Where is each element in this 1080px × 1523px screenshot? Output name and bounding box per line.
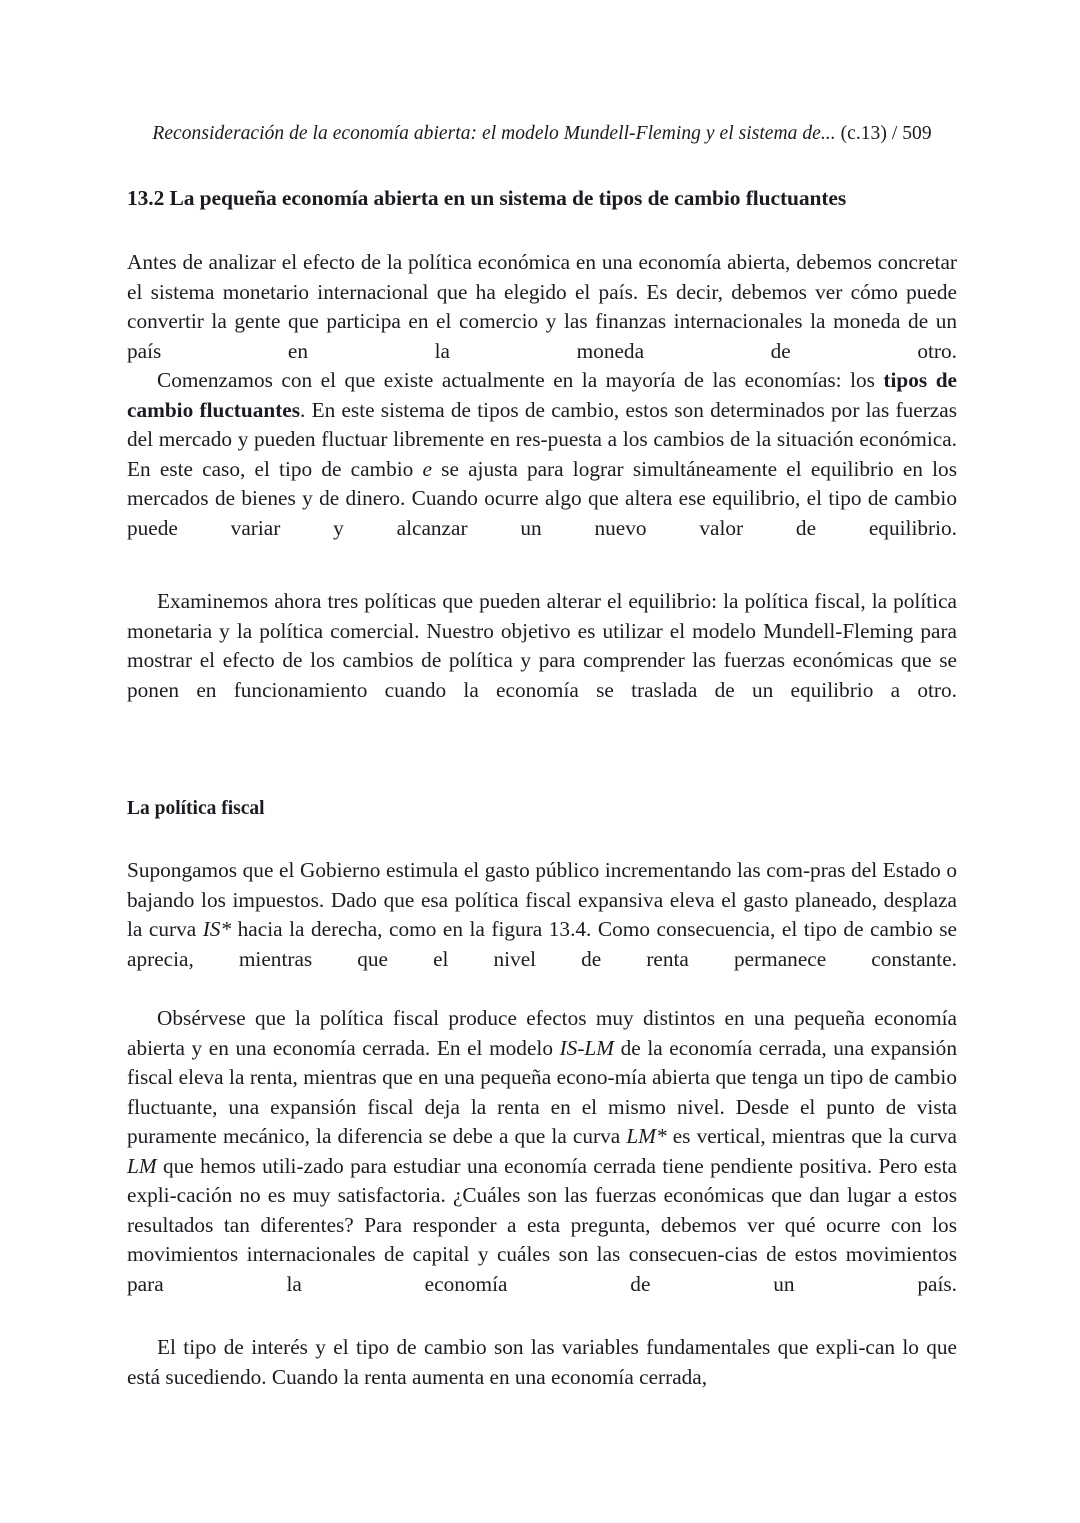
running-head-title: Reconsideración de la economía abierta: el modelo Mundell-Fleming y el sistema de...	[152, 123, 836, 144]
paragraph-el-tipo-de-interes: El tipo de interés y el tipo de cambio son las variables fundamentales que expli-​can lo que está sucediendo. Cuando la renta aumenta en una economía cerrada,	[127, 1335, 957, 1389]
paragraph-supongamos: Supongamos que el Gobierno estimula el gasto público incrementando las com-​pras del Estado o bajando los impuestos. Dado que esa política fiscal expansiva eleva el gasto planeado, desplaza la curva IS* hacia la derecha, como en la figura 13.4. Como consecuencia, el tipo de cambio se aprecia, mientras que el nivel de renta permanece constante.	[127, 858, 957, 971]
section-heading: 13.2 La pequeña economía abierta en un sistema de tipos de cambio fluctuantes	[127, 186, 847, 210]
paragraph-comenzamos: Comenzamos con el que existe actualmente en la mayoría de las economías: los tipos de cambio fluctuantes. En este sistema de tipos de cambio, estos son determinados por las fuerzas del mercado y pueden fluctuar libremente en res-​puesta a los cambios de la situación económica. En este caso, el tipo de cambio e se ajusta para lograr simultáneamente el equilibrio en los mercados de bienes y de dinero. Cuando ocurre algo que altera ese equilibrio, el tipo de cambio puede variar y alcanzar un nuevo valor de equilibrio.	[127, 368, 957, 540]
running-head	[127, 121, 957, 147]
running-head-page-ref: (c.13) / 509	[835, 123, 932, 144]
paragraph-intro: Antes de analizar el efecto de la política económica en una economía abierta, debemos concretar el sistema monetario internacional que ha elegido el país. Es decir, debemos ver cómo puede convertir la gente que participa en el comercio y las finanzas internacionales la moneda de un país en la moneda de otro.	[127, 250, 957, 363]
paragraph-examinemos: Examinemos ahora tres políticas que pueden alterar el equilibrio: la política fiscal, la política monetaria y la política comercial. Nuestro objetivo es utilizar el modelo Mundell-Fleming para mostrar el efecto de los cambios de política y para comprender las fuerzas económicas que se ponen en funcionamiento cuando la economía se traslada de un equilibrio a otro.	[127, 589, 957, 702]
paragraph-observese: Obsérvese que la política fiscal produce efectos muy distintos en una pequeña economía abierta y en una economía cerrada. En el modelo IS-LM de la economía cerrada, una expansión fiscal eleva la renta, mientras que en una pequeña econo-​mía abierta que tenga un tipo de cambio fluctuante, una expansión fiscal deja la renta en el mismo nivel. Desde el punto de vista puramente mecánico, la diferencia se debe a que la curva LM* es vertical, mientras que la curva LM que hemos utili-​zado para estudiar una economía cerrada tiene pendiente positiva. Pero esta expli-​cación no es muy satisfactoria. ¿Cuáles son las fuerzas económicas que dan lugar a estos resultados tan diferentes? Para responder a esta pregunta, debemos ver qué ocurre con los movimientos internacionales de capital y cuáles son las consecuen-​cias de estos movimientos para la economía de un país.	[127, 1006, 958, 1296]
subsection-heading: La política fiscal	[127, 798, 265, 819]
